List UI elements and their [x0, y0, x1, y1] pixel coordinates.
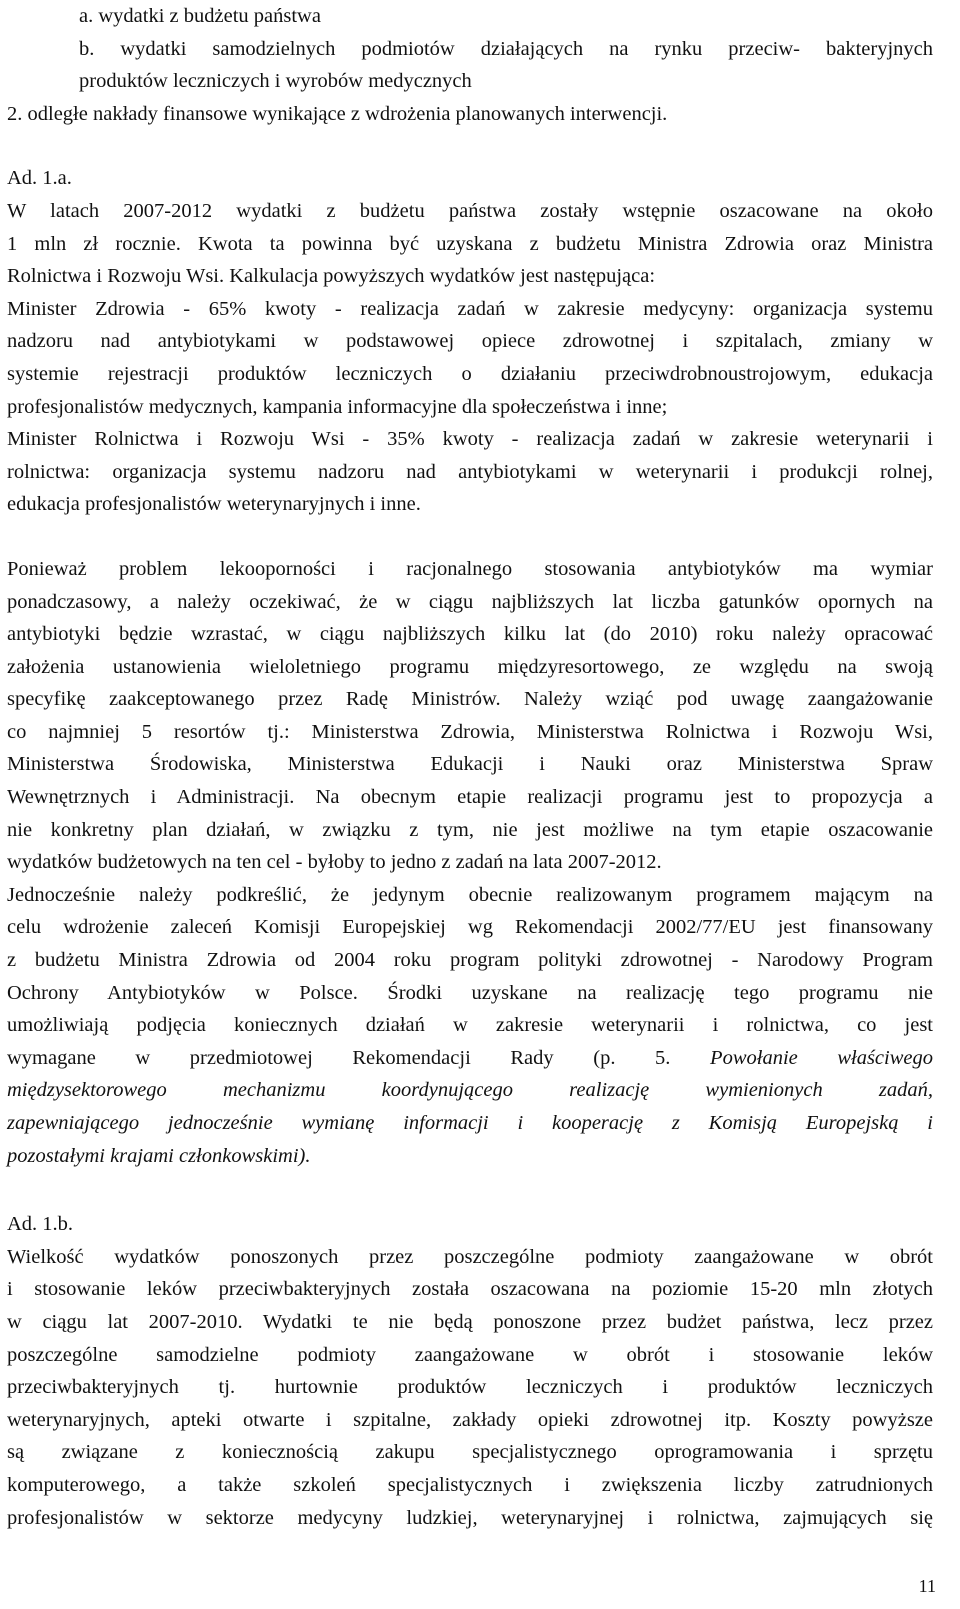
section-1b-heading: Ad. 1.b. [7, 1213, 74, 1236]
document-page [7, 0, 933, 1534]
list-section [7, 0, 933, 130]
paragraph-line: z budżetu Ministra Zdrowia od 2004 roku program polityki zdrowotnej - Narodowy Program [7, 949, 933, 972]
paragraph-line: Minister Zdrowia - 65% kwoty - realizacja zadań w zakresie medycyny: organizacja systemu [7, 297, 933, 320]
paragraph-line: poszczególne samodzielne podmioty zaangażowane w obrót i stosowanie leków [7, 1343, 933, 1366]
list-item-2: 2. odległe nakłady finansowe wynikające z wdrożenia planowanych interwencji. [7, 102, 668, 125]
italic-text: Powołanie właściwego [710, 1046, 933, 1069]
list-item-b-line-1: b. wydatki samodzielnych podmiotów działających na rynku przeciw- bakteryjnych [79, 37, 933, 60]
paragraph-line: profesjonalistów medycznych, kampania informacyjne dla społeczeństwa i inne; [7, 395, 668, 418]
paragraph-line: rolnictwa: organizacja systemu nadzoru nad antybiotykami w weterynarii i produkcji rolnej, [7, 460, 933, 483]
paragraph-line: celu wdrożenie zaleceń Komisji Europejskiej wg Rekomendacji 2002/77/EU jest finansowany [7, 916, 933, 939]
paragraph-line: komputerowego, a także szkoleń specjalistycznych i zwiększenia liczby zatrudnionych [7, 1473, 933, 1496]
italic-line: zapewniającego jednocześnie wymianę informacji i kooperację z Komisją Europejską i [7, 1112, 933, 1134]
paragraph-line: ponadczasowy, a należy oczekiwać, że w ciągu najbliższych lat liczba gatunków opornych na [7, 590, 933, 613]
paragraph-line: przeciwbakteryjnych tj. hurtownie produktów leczniczych i produktów leczniczych [7, 1376, 933, 1399]
paragraph-line: Ochrony Antybiotyków w Polsce. Środki uzyskane na realizację tego programu nie [7, 981, 933, 1004]
paragraph-implementation [7, 879, 933, 1172]
paragraph-line: nie konkretny plan działań, w związku z tym, nie jest możliwe na tym etapie oszacowanie [7, 818, 933, 841]
paragraph-line: systemie rejestracji produktów leczniczych o działaniu przeciwdrobnoustrojowym, edukacja [7, 362, 933, 385]
paragraph-line: edukacja profesjonalistów weterynaryjnych i inne. [7, 493, 421, 516]
section-1a [7, 162, 933, 521]
italic-line: pozostałymi krajami członkowskimi). [7, 1144, 311, 1167]
list-item-b-line-2: produktów leczniczych i wyrobów medycznych [79, 70, 472, 93]
paragraph-line: umożliwiają podjęcia koniecznych działań w zakresie weterynarii i rolnictwa, co jest [7, 1014, 933, 1037]
paragraph-line: antybiotyki będzie wzrastać, w ciągu najbliższych kilku lat (do 2010) roku należy opracować [7, 623, 933, 646]
paragraph-line: W latach 2007-2012 wydatki z budżetu państwa zostały wstępnie oszacowane na około [7, 199, 933, 222]
paragraph-line: są związane z koniecznością zakupu specjalistycznego oprogramowania i sprzętu [7, 1441, 933, 1464]
paragraph-line-mixed [7, 1042, 933, 1075]
paragraph-line: Ponieważ problem lekooporności i racjonalnego stosowania antybiotyków ma wymiar [7, 557, 933, 580]
italic-line: międzysektorowego mechanizmu koordynującego realizację wymienionych zadań, [7, 1079, 933, 1102]
list-item-a: a. wydatki z budżetu państwa [79, 5, 321, 27]
paragraph-program [7, 553, 933, 879]
paragraph-line: Jednocześnie należy podkreślić, że jedynym obecnie realizowanym programem mającym na [7, 883, 933, 906]
page-number: 11 [918, 1576, 936, 1596]
section-1a-heading: Ad. 1.a. [7, 167, 72, 190]
paragraph-line: Ministerstwa Środowiska, Ministerstwa Edukacji i Nauki oraz Ministerstwa Spraw [7, 753, 933, 776]
paragraph-line: weterynaryjnych, apteki otwarte i szpitalne, zakłady opieki zdrowotnej itp. Koszty powyższe [7, 1408, 933, 1431]
paragraph-line: Rolnictwa i Rozwoju Wsi. Kalkulacja powyższych wydatków jest następująca: [7, 265, 656, 288]
paragraph-line: nadzoru nad antybiotykami w podstawowej opiece zdrowotnej i szpitalach, zmiany w [7, 330, 933, 353]
paragraph-line: Wewnętrznych i Administracji. Na obecnym etapie realizacji programu jest to propozycja a [7, 786, 933, 809]
plain-text: wymagane w przedmiotowej Rekomendacji Rady (p. 5. [7, 1046, 671, 1069]
paragraph-line: 1 mln zł rocznie. Kwota ta powinna być uzyskana z budżetu Ministra Zdrowia oraz Ministra [7, 232, 933, 255]
paragraph-line: wydatków budżetowych na ten cel - byłoby to jedno z zadań na lata 2007-2012. [7, 851, 662, 874]
paragraph-line: specyfikę zaakceptowanego przez Radę Ministrów. Należy wziąć pod uwagę zaangażowanie [7, 688, 933, 711]
paragraph-line: w ciągu lat 2007-2010. Wydatki te nie będą ponoszone przez budżet państwa, lecz przez [7, 1310, 933, 1333]
paragraph-line: co najmniej 5 resortów tj.: Ministerstwa Zdrowia, Ministerstwa Rolnictwa i Rozwoju Wsi, [7, 720, 933, 743]
paragraph-line: założenia ustanowienia wieloletniego programu międzyresortowego, ze względu na swoją [7, 655, 933, 678]
paragraph-line: profesjonalistów w sektorze medycyny ludzkiej, weterynaryjnej i rolnictwa, zajmujących się [7, 1506, 933, 1529]
paragraph-line: Minister Rolnictwa i Rozwoju Wsi - 35% kwoty - realizacja zadań w zakresie weterynarii i [7, 428, 933, 451]
section-1b [7, 1208, 933, 1534]
paragraph-line: Wielkość wydatków ponoszonych przez poszczególne podmioty zaangażowane w obrót [7, 1245, 933, 1268]
paragraph-line: i stosowanie leków przeciwbakteryjnych została oszacowana na poziomie 15-20 mln złotych [7, 1278, 933, 1301]
